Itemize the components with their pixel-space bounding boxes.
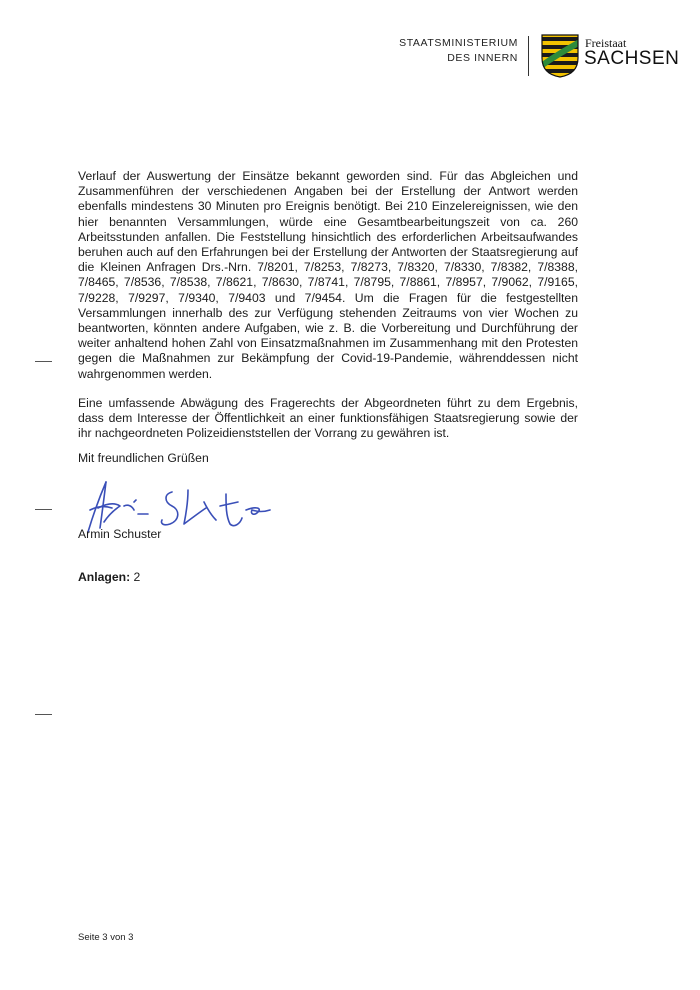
header-divider — [528, 36, 529, 76]
state-name: SACHSEN — [584, 48, 680, 69]
attachments-label: Anlagen: — [78, 570, 131, 584]
attachments-line — [78, 570, 140, 584]
ministry-line-2: DES INNERN — [447, 52, 518, 64]
fold-mark — [35, 509, 52, 510]
closing-salutation: Mit freundlichen Grüßen — [78, 451, 209, 465]
ministry-line-1: STAATSMINISTERIUM — [399, 37, 518, 49]
ministry-name — [399, 36, 518, 66]
attachments-count: 2 — [133, 570, 141, 584]
state-label: Freistaat — [585, 36, 627, 50]
body-paragraph-2: Eine umfassende Abwägung des Fragerechts der Abgeordneten führt zu dem Ergebnis, dass dem Interesse der Öffentlichkeit an einer funktionsfähigen Staatsregierung sowie der ihr nachgeordneten Polizeidienststellen der Vorrang zu gewähren ist. — [78, 395, 578, 441]
body-paragraph-1: Verlauf der Auswertung der Einsätze bekannt geworden sind. Für das Abgleichen und Zusammenführen der verschiedenen Angaben bei der Erstellung der Antwort werden ebenfalls mindestens 30 Minuten pro Ereignis benötigt. Bei 210 Einzelereignissen, wie den hier benannten Versammlungen, würde eine Gesamtbearbeitungszeit von ca. 260 Arbeitsstunden anfallen. Die Feststellung hinsichtlich des erforderlichen Arbeitsaufwandes beruhen auch auf den Erfahrungen bei der Erstellung der Antworten der Staatsregierung auf die Kleinen Anfragen Drs.-Nrn. 7/8201, 7/8253, 7/8273, 7/8320, 7/8330, 7/8382, 7/8388, 7/8465, 7/8536, 7/8538, 7/8621, 7/8630, 7/8741, 7/8795, 7/8861, 7/8957, 7/9062, 7/9165, 7/9228, 7/9297, 7/9340, 7/9403 und 7/9454. Um die Fragen für die festgestellten Versammlungen innerhalb des zur Verfügung stehenden Zeitraums von vier Wochen zu beantworten, könnten andere Aufgaben, wie z. B. die Vorbereitung und Durchführung der weiter anhaltend hohen Zahl von Einsatzmaßnahmen im Zusammenhang mit den Protesten gegen die Maßnahmen zur Bekämpfung der Covid-19-Pandemie, währenddessen nicht wahrgenommen werden. — [78, 169, 578, 381]
fold-mark — [35, 361, 52, 362]
page-number: Seite 3 von 3 — [78, 932, 134, 943]
fold-mark — [35, 714, 52, 715]
saxony-coat-of-arms-icon — [541, 34, 579, 78]
letter-body — [78, 169, 578, 441]
signer-name: Armin Schuster — [78, 527, 162, 541]
